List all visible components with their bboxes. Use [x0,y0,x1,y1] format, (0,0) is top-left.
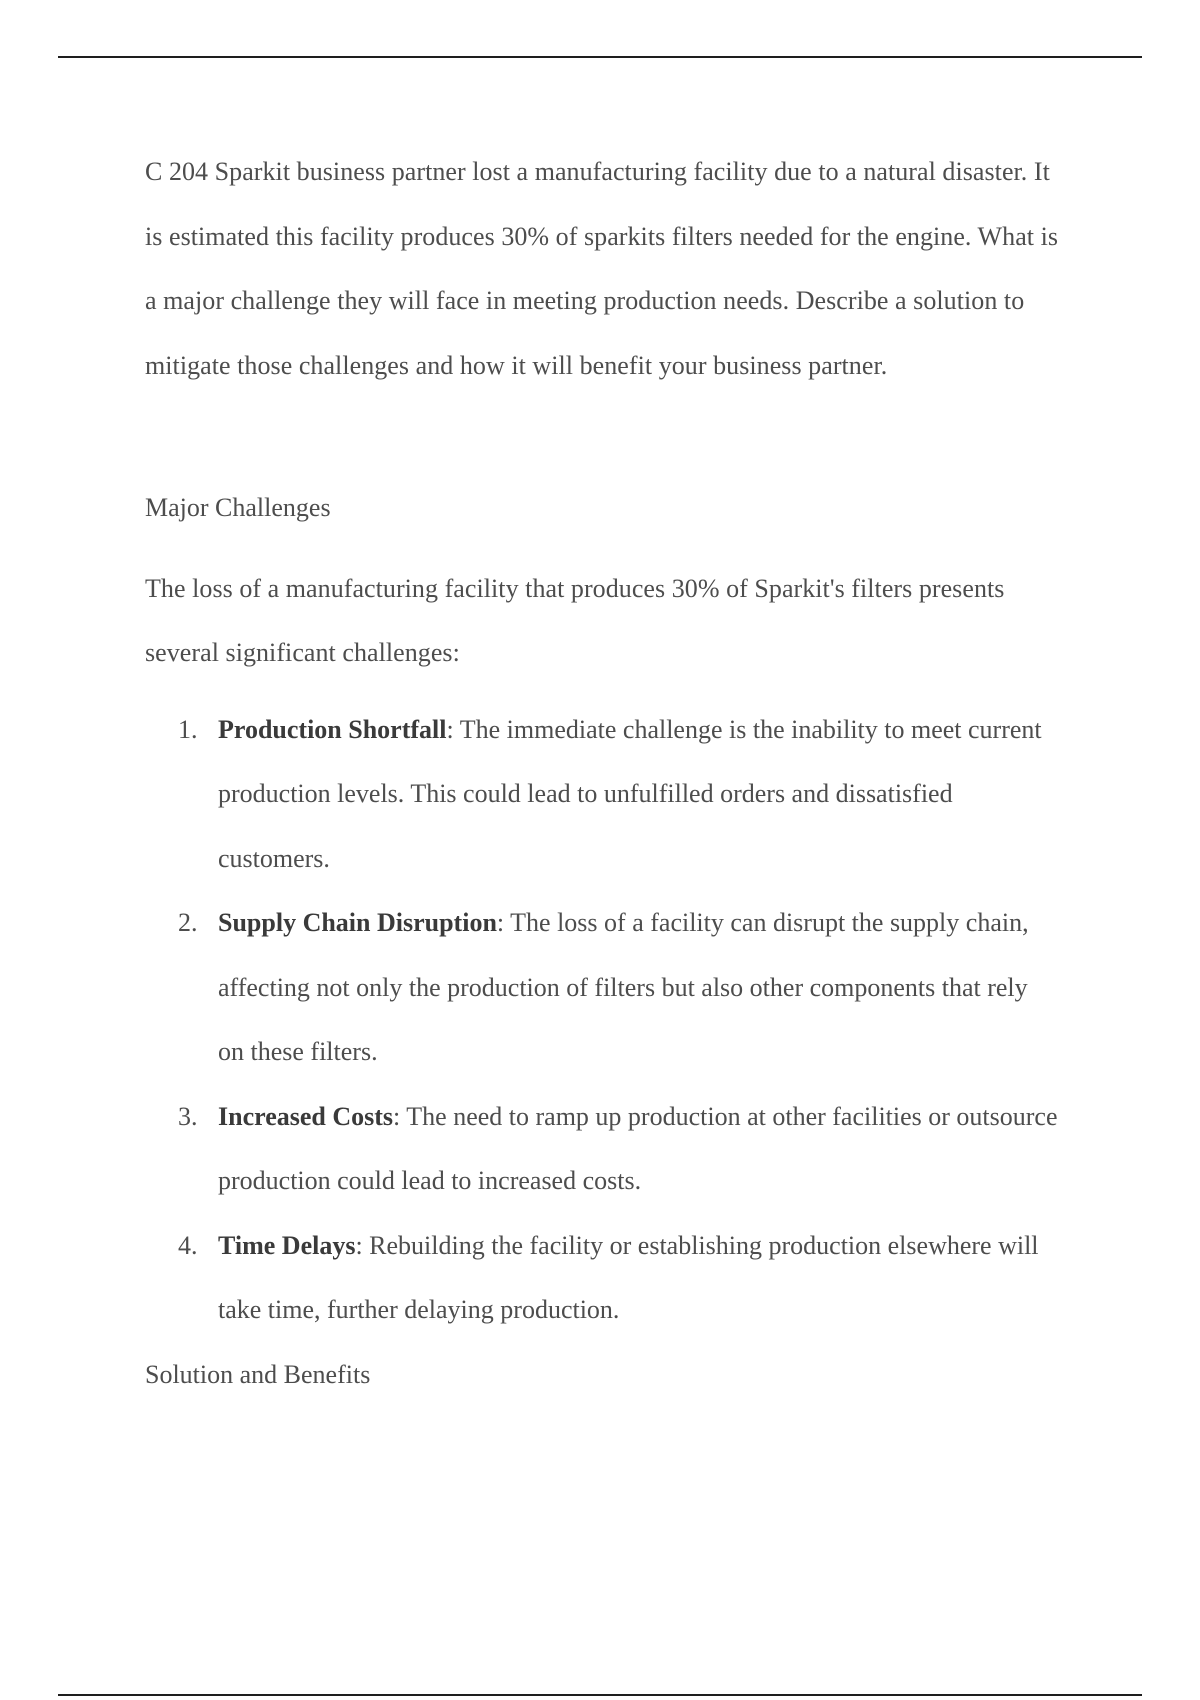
challenge-description: : The immediate challenge is the inability to meet current production levels. This could lead to unfulfilled orders and dissatisfied customers. [218,714,1042,873]
list-item-number: 1. [178,714,198,744]
major-challenges-heading: Major Challenges [145,493,331,522]
document-body [145,140,1060,1407]
challenge-term: Time Delays [218,1230,356,1260]
bottom-rule [58,1694,1142,1696]
list-item [145,1085,1060,1214]
list-item [145,698,1060,892]
list-item [145,1214,1060,1343]
top-rule [58,56,1142,58]
challenge-description: : The loss of a facility can disrupt the supply chain, affecting not only the production of filters but also other components that rely on these filters. [218,908,1029,1066]
challenges-intro-paragraph: The loss of a manufacturing facility that produces 30% of Sparkit's filters presents several significant challenges: [145,573,1005,667]
list-item-number: 3. [178,1101,198,1131]
solution-heading: Solution and Benefits [145,1359,371,1389]
question-paragraph: C 204 Sparkit business partner lost a manufacturing facility due to a natural disaster. It is estimated this facility produces 30% of sparkits filters needed for the engine. What is a major challenge they will face in meeting production needs. Describe a solution to mitigate those challenges and how it will benefit your business partner. [145,157,1059,380]
list-item [145,891,1060,1085]
challenge-description: : Rebuilding the facility or establishing production elsewhere will take time, further delaying production. [218,1230,1039,1324]
challenge-term: Increased Costs [218,1101,394,1131]
challenges-list [145,698,1060,1343]
list-item-number: 4. [178,1230,198,1260]
challenge-term: Production Shortfall [218,714,447,744]
list-item-number: 2. [178,908,198,937]
challenge-term: Supply Chain Disruption [218,908,497,937]
challenge-description: : The need to ramp up production at other facilities or outsource production could lead to increased costs. [218,1101,1058,1195]
